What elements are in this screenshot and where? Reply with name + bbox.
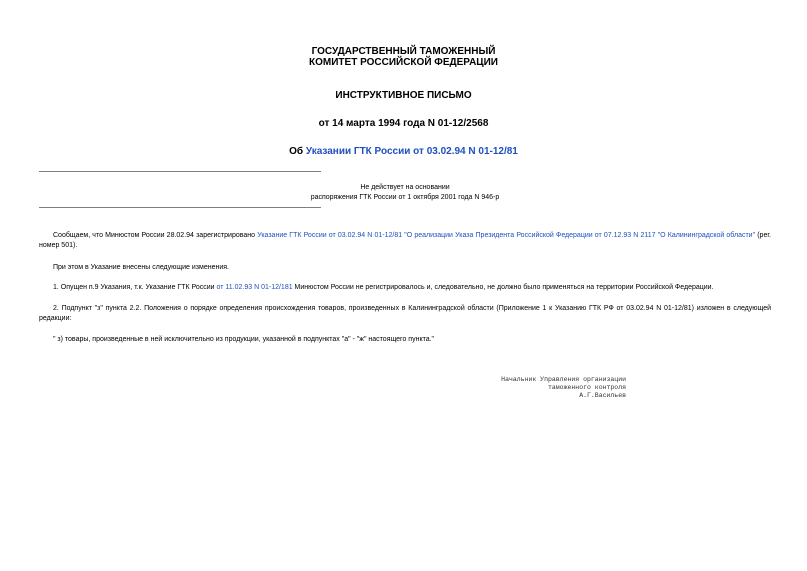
paragraph-quote: " з) товары, произведенные в ней исключительно из продукции, указанной в подпунктах "а" - "ж" настоящего пункта." <box>53 336 435 343</box>
bottom-rule <box>39 207 321 208</box>
status-note-text: Не действует на основании <box>360 184 450 191</box>
status-note-link[interactable]: распоряжения ГТК России от 1 октября 2001 года N 946-р <box>310 194 500 201</box>
p3-link[interactable]: от 11.02.93 N 01-12/181 <box>216 284 293 291</box>
subject-prefix: Об <box>289 146 306 157</box>
signature-department: таможенного контроля <box>547 384 626 391</box>
paragraph-changes-intro: При этом в Указание внесены следующие изменения. <box>53 264 229 271</box>
paragraph-item-1 <box>39 283 771 293</box>
subject-link[interactable]: Указании ГТК России от 03.02.94 N 01-12/81 <box>305 146 518 157</box>
p3-suffix: Минюстом России не регистрировалось и, следовательно, не должно было применяться на территории Российской Федерации. <box>292 284 714 291</box>
top-rule <box>39 171 321 172</box>
p1-suffix: (рег. номер 501). <box>39 232 771 249</box>
p3-prefix: 1. Опущен п.9 Указания, т.к. Указание ГТК России <box>53 284 217 291</box>
document-subject <box>0 146 807 157</box>
agency-name-line2: КОМИТЕТ РОССИЙСКОЙ ФЕДЕРАЦИИ <box>309 57 498 68</box>
p1-prefix: Сообщаем, что Минюстом России 28.02.94 зарегистрировано <box>53 232 258 239</box>
p1-decree-link[interactable]: Указание ГТК России от 03.02.94 N 01-12/81 "О реализации Указа Президента Российской Федерации от 07.12.93 N 2117 "О Калининградской области" <box>257 232 756 239</box>
paragraph-registration <box>39 231 771 250</box>
document-date: от 14 марта 1994 года N 01-12/2568 <box>318 118 489 129</box>
agency-name-line1: ГОСУДАРСТВЕННЫЙ ТАМОЖЕННЫЙ <box>311 46 496 57</box>
signature-name: А.Г.Васильев <box>579 392 626 399</box>
document-type: ИНСТРУКТИВНОЕ ПИСЬМО <box>335 90 472 101</box>
paragraph-item-2: 2. Подпункт "з" пункта 2.2. Положения о порядке определения происхождения товаров, произведенных в Калининградской области (Приложение 1 к Указанию ГТК РФ от 03.02.94 N 01-12/81) изложен в следующей редакции: <box>39 305 771 322</box>
signature-title: Начальник Управления организации <box>501 376 626 383</box>
